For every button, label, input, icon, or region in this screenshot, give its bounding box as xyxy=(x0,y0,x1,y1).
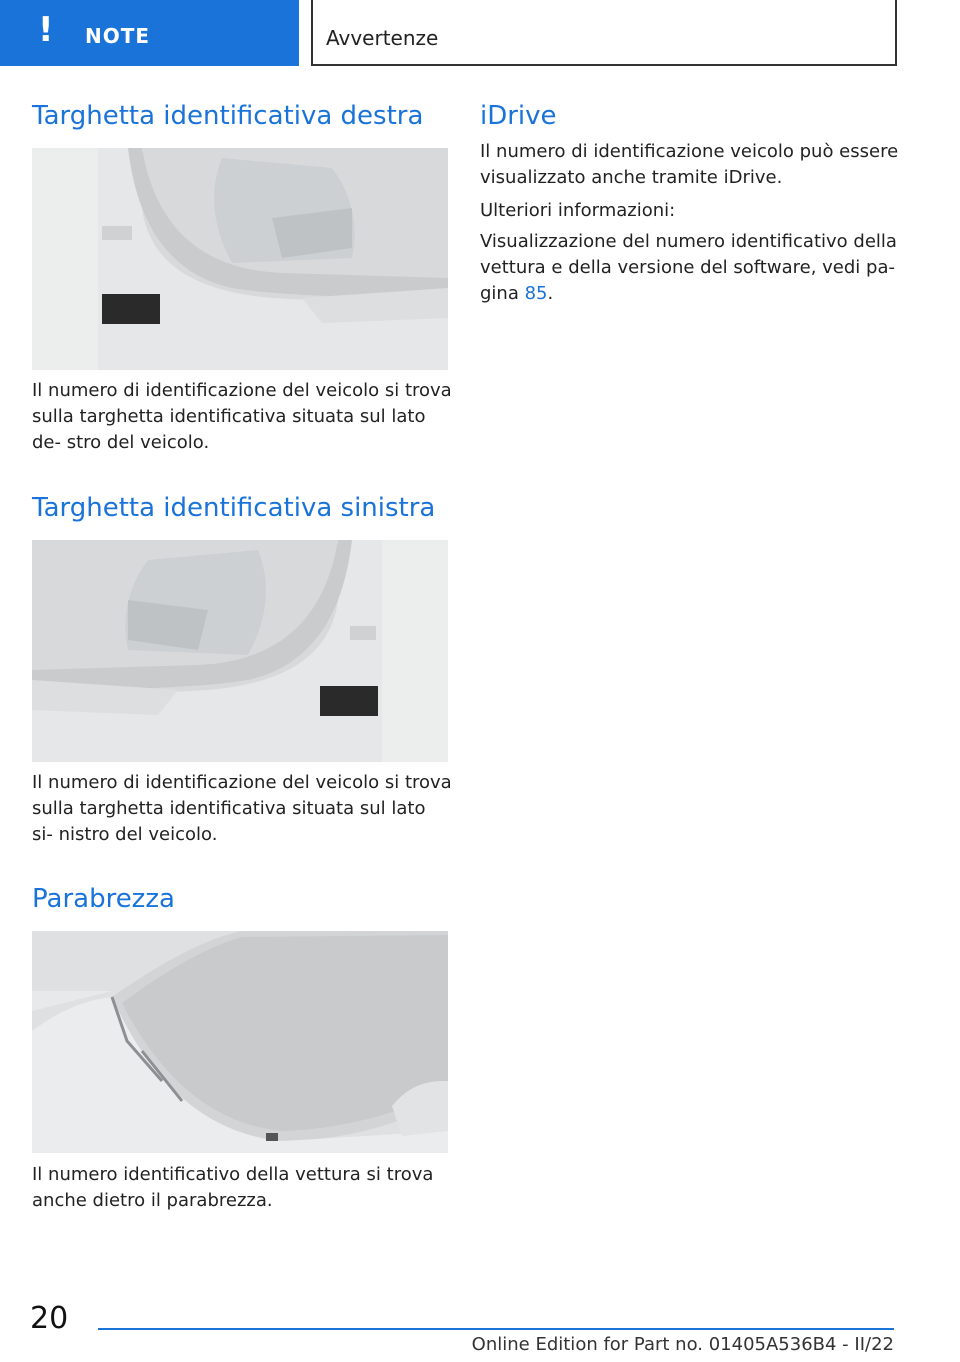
section-header xyxy=(311,0,897,66)
warning-exclamation-icon: ! xyxy=(38,10,54,50)
text-idrive-3-prefix: Visualizzazione del numero identificativo della vettura e della versione del software, vedi pa- gina xyxy=(480,231,897,304)
heading-right-plate: Targhetta identificativa destra xyxy=(32,101,424,131)
page-link-85[interactable]: 85 xyxy=(524,283,548,304)
text-idrive-2: Ulteriori informazioni: xyxy=(480,200,676,221)
section-title: Avvertenze xyxy=(326,26,439,50)
text-left-plate: Il numero di identificazione del veicolo si trova sulla targhetta identificativa situata sul lato si- nistro del veicolo. xyxy=(32,772,452,845)
page-number: 20 xyxy=(30,1301,69,1336)
image-left-door-sill xyxy=(32,540,448,762)
image-windshield xyxy=(32,931,448,1153)
heading-windshield: Parabrezza xyxy=(32,884,175,914)
footer-edition: Online Edition for Part no. 01405A536B4 - II/22 xyxy=(471,1334,894,1355)
text-windshield: Il numero identificativo della vettura si trova anche dietro il parabrezza. xyxy=(32,1164,434,1211)
text-idrive-3 xyxy=(480,229,900,307)
text-idrive-3-suffix: . xyxy=(547,283,554,304)
footer-divider xyxy=(98,1328,894,1330)
heading-left-plate: Targhetta identificativa sinistra xyxy=(32,493,436,523)
heading-idrive: iDrive xyxy=(480,101,557,131)
image-right-door-sill xyxy=(32,148,448,370)
text-idrive-1: Il numero di identificazione veicolo può essere visualizzato anche tramite iDrive. xyxy=(480,141,899,188)
note-tab-label: NOTE xyxy=(85,24,151,48)
text-right-plate: Il numero di identificazione del veicolo si trova sulla targhetta identificativa situata sul lato de- stro del veicolo. xyxy=(32,380,452,453)
note-tab[interactable] xyxy=(0,0,299,66)
